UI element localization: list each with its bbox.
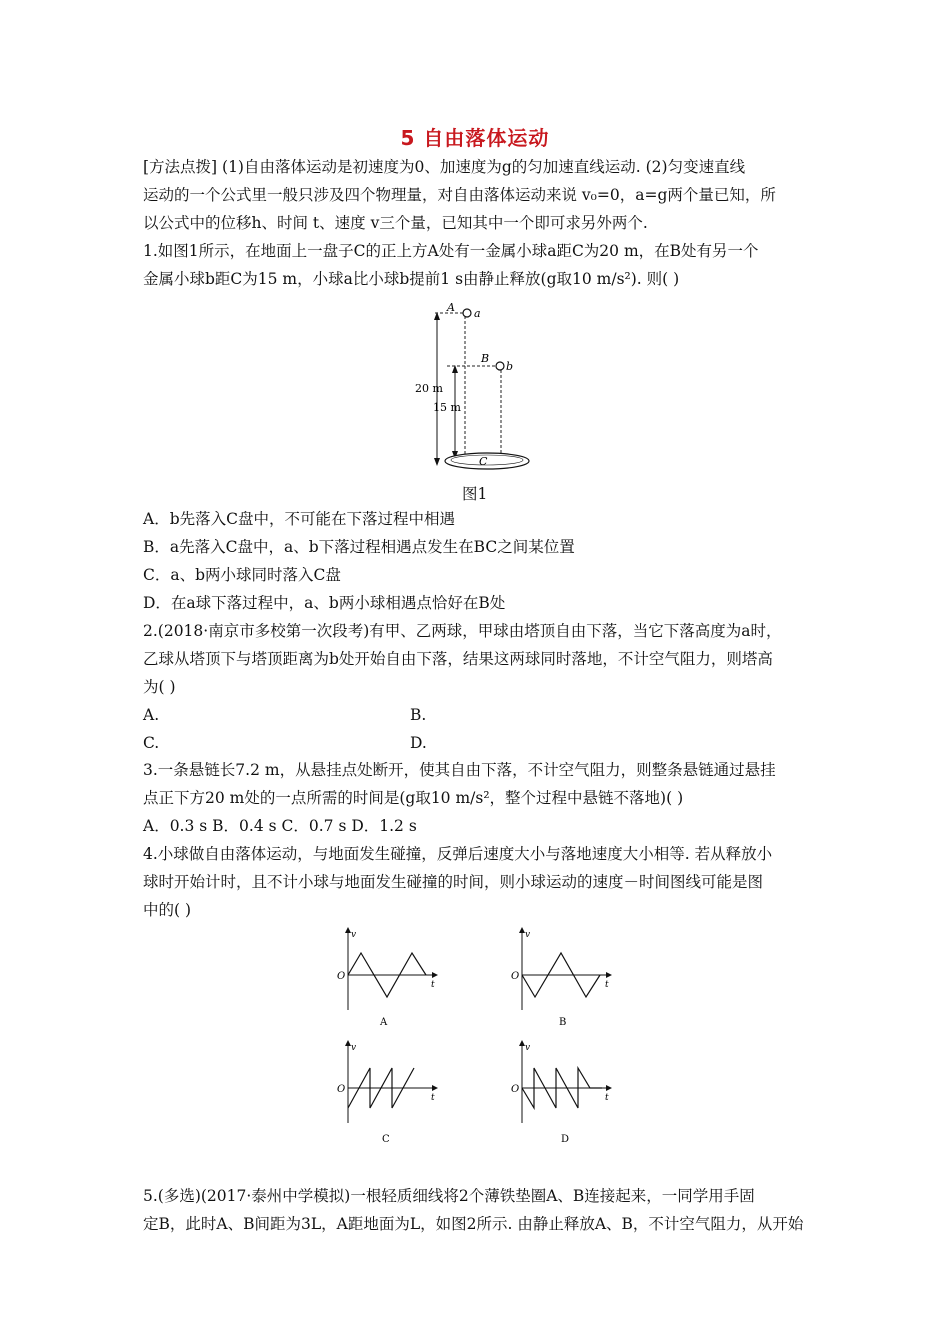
q2-option-c: C. [143, 734, 160, 752]
intro-line: 运动的一个公式里一般只涉及四个物理量，对自由落体运动来说 v₀=0，a=g两个量已知，所 [143, 186, 776, 204]
graph-a-axis-t: t [431, 980, 435, 990]
fig1-label-A: A [447, 301, 455, 314]
graph-a-axis-v: v [351, 930, 357, 940]
q4-line: 4.小球做自由落体运动，与地面发生碰撞，反弹后速度大小与落地速度大小相等. 若从释放小 [143, 845, 773, 863]
q4-line: 球时开始计时，且不计小球与地面发生碰撞的时间，则小球运动的速度－时间图线可能是图 [143, 873, 764, 891]
graph-c-axis-t: t [431, 1093, 435, 1103]
fig1-label-a: a [474, 307, 481, 320]
fig1-label-C: C [479, 455, 488, 468]
graph-b-label: B [559, 1017, 567, 1028]
graph-d-axis-t: t [605, 1093, 609, 1103]
q2-option-d: D. [410, 734, 427, 752]
q3-line: 点正下方20 m处的一点所需的时间是(g取10 m/s²，整个过程中悬链不落地)( ) [143, 789, 684, 807]
page-title: 5 自由落体运动 [400, 126, 550, 150]
fig1-dist-15: 15 m [433, 401, 461, 414]
q1-option-a: A．b先落入C盘中，不可能在下落过程中相遇 [143, 510, 455, 528]
graph-b [511, 930, 609, 1028]
q2-line: 2.(2018·南京市多校第一次段考)有甲、乙两球，甲球由塔顶自由下落，当它下落高度为a时， [143, 622, 782, 640]
fig1-dist-20: 20 m [415, 382, 443, 395]
figure-1 [415, 298, 545, 478]
graph-c-origin: O [337, 1084, 346, 1095]
q5-line: 定B，此时A、B间距为3L，A距地面为L，如图2所示. 由静止释放A、B，不计空气阻力，从开始 [143, 1215, 804, 1233]
q3-line: 3.一条悬链长7.2 m，从悬挂点处断开，使其自由下落，不计空气阻力，则整条悬链通过悬挂 [143, 761, 776, 779]
graph-d [511, 1043, 609, 1145]
intro-line: [方法点拨] (1)自由落体运动是初速度为0、加速度为g的匀加速直线运动. (2)匀变速直线 [143, 158, 746, 176]
q4-line: 中的( ) [143, 901, 192, 919]
fig1-label-b: b [506, 360, 514, 373]
vt-graphs [330, 925, 630, 1155]
graph-b-axis-v: v [525, 930, 531, 940]
q5-line: 5.(多选)(2017·泰州中学模拟)一根轻质细线将2个薄铁垫圈A、B连接起来，一同学用手固 [143, 1187, 755, 1205]
ball-b [496, 362, 504, 370]
graph-a-label: A [380, 1017, 388, 1028]
q2-option-a: A. [143, 706, 160, 724]
fig1-label-B: B [481, 352, 490, 365]
q2-line: 乙球从塔顶下与塔顶距离为b处开始自由下落，结果这两球同时落地，不计空气阻力，则塔高 [143, 650, 773, 668]
q1-option-d: D．在a球下落过程中，a、b两小球相遇点恰好在B处 [143, 594, 506, 612]
ball-a [463, 309, 471, 317]
graph-c [337, 1043, 435, 1145]
figure-1-caption: 图1 [462, 485, 488, 503]
q2-line: 为( ) [143, 678, 176, 696]
graph-d-origin: O [511, 1084, 520, 1095]
q3-options: A．0.3 s B．0.4 s C．0.7 s D．1.2 s [143, 817, 417, 835]
q1-line: 1.如图1所示，在地面上一盘子C的正上方A处有一金属小球a距C为20 m，在B处有另一个 [143, 242, 759, 260]
graph-a [337, 930, 435, 1028]
graph-c-label: C [382, 1134, 390, 1145]
intro-line: 以公式中的位移h、时间 t、速度 v三个量，已知其中一个即可求另外两个. [143, 214, 648, 232]
graph-b-origin: O [511, 971, 520, 982]
q2-option-b: B. [410, 706, 427, 724]
graph-d-axis-v: v [525, 1043, 531, 1053]
q1-option-c: C．a、b两小球同时落入C盘 [143, 566, 341, 584]
graph-b-axis-t: t [605, 980, 609, 990]
q1-option-b: B．a先落入C盘中，a、b下落过程相遇点发生在BC之间某位置 [143, 538, 575, 556]
graph-d-label: D [561, 1134, 570, 1145]
graph-a-origin: O [337, 971, 346, 982]
q1-line: 金属小球b距C为15 m，小球a比小球b提前1 s由静止释放(g取10 m/s²). 则( ) [143, 270, 680, 288]
graph-c-axis-v: v [351, 1043, 357, 1053]
